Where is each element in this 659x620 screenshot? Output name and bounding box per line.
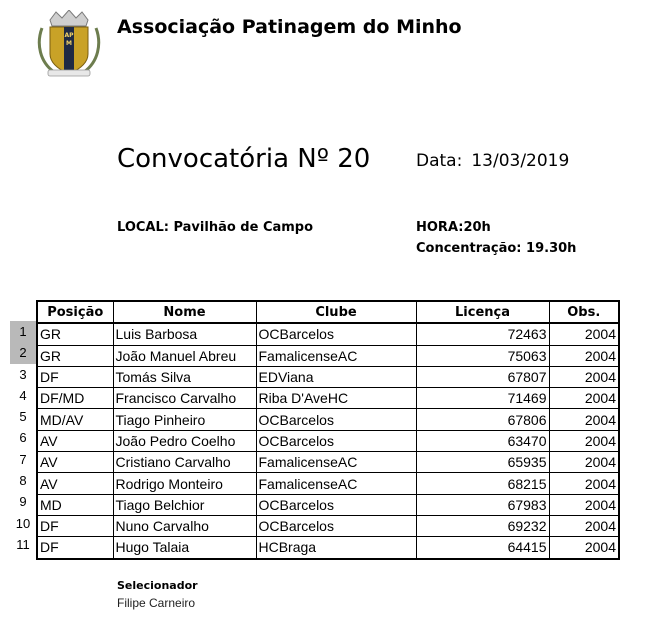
cell-nome: Rodrigo Monteiro: [113, 473, 256, 494]
header-clube: Clube: [256, 301, 416, 323]
date-value: 13/03/2019: [471, 151, 570, 171]
row-number[interactable]: 4: [19, 387, 27, 403]
table-row: [37, 409, 619, 430]
cell-nome: Tiago Belchior: [113, 494, 256, 515]
cell-obs: 2004: [549, 323, 619, 345]
table-row: [37, 452, 619, 473]
cell-clube: OCBarcelos: [256, 515, 416, 536]
cell-posicao: MD: [37, 494, 113, 515]
cell-licenca: 67983: [416, 494, 549, 515]
cell-clube: OCBarcelos: [256, 430, 416, 451]
cell-nome: Nuno Carvalho: [113, 515, 256, 536]
cell-licenca: 69232: [416, 515, 549, 536]
row-number[interactable]: 7: [19, 451, 27, 467]
header-obs: Obs.: [549, 301, 619, 323]
organization-title: Associação Patinagem do Minho: [117, 16, 462, 38]
header-licenca: Licença: [416, 301, 549, 323]
cell-nome: João Pedro Coelho: [113, 430, 256, 451]
row-number[interactable]: 10: [15, 515, 31, 531]
association-logo: [36, 10, 102, 78]
selector-name: Filipe Carneiro: [117, 596, 196, 610]
cell-posicao: GR: [37, 323, 113, 345]
cell-posicao: AV: [37, 430, 113, 451]
cell-obs: 2004: [549, 452, 619, 473]
cell-obs: 2004: [549, 473, 619, 494]
table-row: [37, 366, 619, 387]
cell-clube: OCBarcelos: [256, 494, 416, 515]
table-row: [37, 430, 619, 451]
cell-licenca: 65935: [416, 452, 549, 473]
table-header-row: [37, 301, 619, 323]
row-numbers: [10, 321, 36, 555]
cell-clube: EDViana: [256, 366, 416, 387]
cell-licenca: 71469: [416, 388, 549, 409]
cell-nome: Tomás Silva: [113, 366, 256, 387]
cell-licenca: 67807: [416, 366, 549, 387]
cell-clube: OCBarcelos: [256, 409, 416, 430]
header-nome: Nome: [113, 301, 256, 323]
cell-obs: 2004: [549, 494, 619, 515]
roster-table: [36, 300, 620, 560]
cell-clube: HCBraga: [256, 537, 416, 559]
hora-info: HORA:20h: [416, 220, 491, 235]
table-row: [37, 494, 619, 515]
cell-posicao: DF: [37, 537, 113, 559]
cell-licenca: 72463: [416, 323, 549, 345]
cell-obs: 2004: [549, 537, 619, 559]
cell-obs: 2004: [549, 345, 619, 366]
cell-licenca: 64415: [416, 537, 549, 559]
cell-obs: 2004: [549, 366, 619, 387]
convocation-title: Convocatória Nº 20: [117, 144, 371, 174]
roster-body: [37, 323, 619, 558]
table-row: [37, 473, 619, 494]
cell-posicao: DF/MD: [37, 388, 113, 409]
cell-nome: Tiago Pinheiro: [113, 409, 256, 430]
cell-clube: FamalicenseAC: [256, 452, 416, 473]
cell-posicao: AV: [37, 452, 113, 473]
cell-clube: FamalicenseAC: [256, 345, 416, 366]
row-number[interactable]: 2: [10, 342, 36, 363]
cell-licenca: 68215: [416, 473, 549, 494]
date-label: Data:: [416, 151, 463, 171]
row-number[interactable]: 5: [19, 409, 27, 425]
row-number[interactable]: 8: [19, 473, 27, 489]
cell-nome: Francisco Carvalho: [113, 388, 256, 409]
table-row: [37, 515, 619, 536]
row-number[interactable]: 1: [10, 321, 36, 342]
table-row: [37, 345, 619, 366]
cell-licenca: 67806: [416, 409, 549, 430]
cell-nome: João Manuel Abreu: [113, 345, 256, 366]
concentracao-info: Concentração: 19.30h: [416, 241, 577, 256]
row-number[interactable]: 3: [19, 366, 27, 382]
roster-table-wrapper: [36, 300, 618, 560]
cell-posicao: AV: [37, 473, 113, 494]
cell-obs: 2004: [549, 409, 619, 430]
cell-posicao: MD/AV: [37, 409, 113, 430]
local-info: LOCAL: Pavilhão de Campo: [117, 220, 314, 235]
cell-obs: 2004: [549, 388, 619, 409]
cell-clube: OCBarcelos: [256, 323, 416, 345]
cell-posicao: GR: [37, 345, 113, 366]
table-row: [37, 323, 619, 345]
logo-initials: APM: [64, 32, 74, 47]
cell-posicao: DF: [37, 366, 113, 387]
cell-nome: Cristiano Carvalho: [113, 452, 256, 473]
row-number[interactable]: 9: [19, 494, 27, 510]
cell-nome: Hugo Talaia: [113, 537, 256, 559]
row-number[interactable]: 6: [19, 430, 27, 446]
cell-posicao: DF: [37, 515, 113, 536]
cell-licenca: 63470: [416, 430, 549, 451]
row-number[interactable]: 11: [16, 536, 30, 552]
header-posicao: Posição: [37, 301, 113, 323]
selector-label: Selecionador: [117, 579, 198, 592]
table-row: [37, 537, 619, 559]
convocation-date: [416, 151, 569, 171]
cell-licenca: 75063: [416, 345, 549, 366]
table-row: [37, 388, 619, 409]
cell-obs: 2004: [549, 430, 619, 451]
cell-clube: FamalicenseAC: [256, 473, 416, 494]
cell-nome: Luis Barbosa: [113, 323, 256, 345]
cell-obs: 2004: [549, 515, 619, 536]
cell-clube: Riba D'AveHC: [256, 388, 416, 409]
